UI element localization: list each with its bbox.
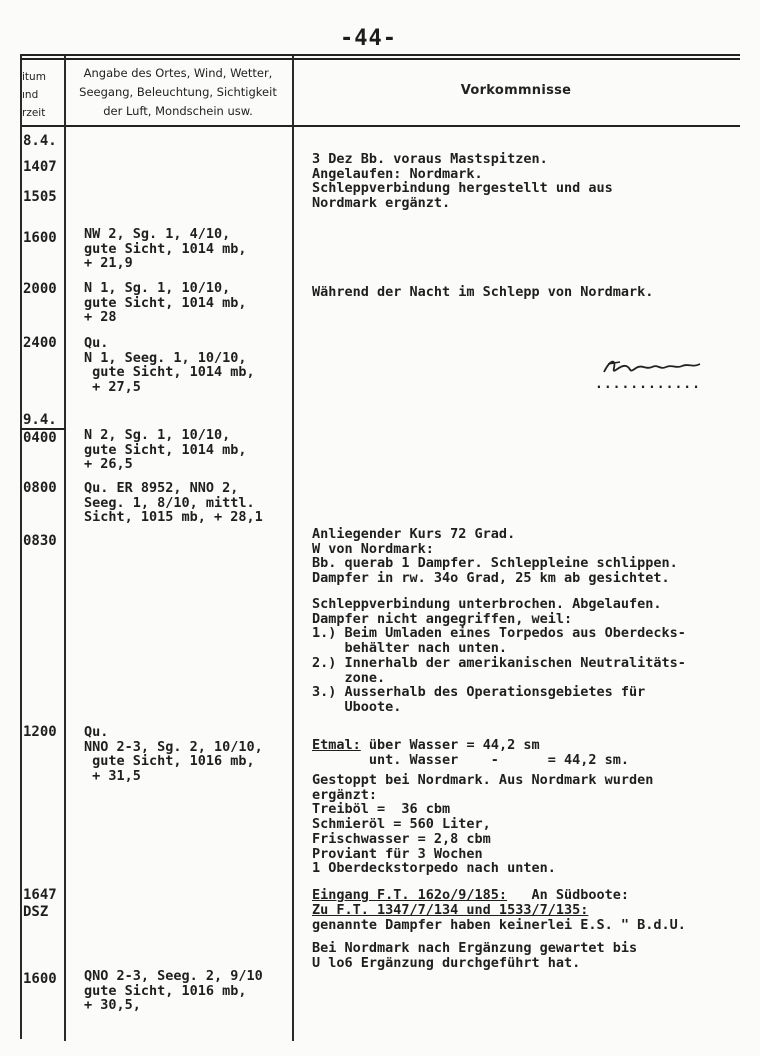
weather-1200: Qu. NNO 2-3, Sg. 2, 10/10, gute Sicht, 1016 mb, + 31,5 bbox=[84, 724, 263, 785]
header-top-rule-2 bbox=[20, 58, 740, 60]
column-divider-2 bbox=[292, 56, 294, 1041]
header-ort-line: der Luft, Mondschein usw. bbox=[103, 104, 253, 118]
header-datum-line: ınd bbox=[22, 89, 39, 101]
etmal-line-1 bbox=[312, 738, 540, 753]
header-ort-line: Seegang, Beleuchtung, Sichtigkeit bbox=[79, 85, 277, 99]
time-1200: 1200 bbox=[23, 724, 57, 740]
etmal-value-1: über Wasser = 44,2 sm bbox=[360, 737, 540, 753]
zu-ft-line: Zu F.T. 1347/7/134 und 1533/7/135: bbox=[312, 902, 589, 918]
event-2000: Während der Nacht im Schlepp von Nordmark. bbox=[312, 284, 654, 300]
time-0400: 0400 bbox=[23, 430, 57, 446]
weather-0400: N 2, Sg. 1, 10/10, gute Sicht, 1014 mb, + 26,5 bbox=[84, 427, 247, 473]
genannte-line: genannte Dampfer haben keinerlei E.S. " B.d.U. bbox=[312, 917, 686, 933]
event-0830-b: Schleppverbindung unterbrochen. Abgelaufen. Dampfer nicht angegriffen, weil: 1.) Beim Umladen eines Torpedos aus Oberdecks- behälter nach unten. 2.) Innerhalb der amerikanischen Neutralitäts- zone. 3.) Ausserhalb des Operationsgebietes für Uboote. bbox=[312, 596, 686, 715]
page-number: -44- bbox=[340, 26, 397, 51]
eingang-label: Eingang F.T. 162o/9/185: bbox=[312, 887, 508, 903]
date-8-4: 8.4. bbox=[23, 133, 57, 149]
time-1505: 1505 bbox=[23, 189, 57, 205]
event-1407: 3 Dez Bb. voraus Mastspitzen. Angelaufen: Nordmark. Schleppverbindung hergestellt und aus Nordmark ergänzt. bbox=[312, 151, 613, 212]
column-divider-left bbox=[20, 54, 22, 1039]
column-divider-1 bbox=[64, 56, 66, 1041]
time-1647: 1647 bbox=[23, 887, 57, 903]
header-top-rule bbox=[20, 54, 740, 56]
weather-2000: N 1, Sg. 1, 10/10, gute Sicht, 1014 mb, + 28 bbox=[84, 280, 247, 326]
time-0830: 0830 bbox=[23, 533, 57, 549]
weather-0800: Qu. ER 8952, NNO 2, Seeg. 1, 8/10, mittl. Sicht, 1015 mb, + 28,1 bbox=[84, 480, 263, 526]
header-datum-line: rzeit bbox=[22, 107, 46, 119]
event-1200-b: Gestoppt bei Nordmark. Aus Nordmark wurden ergänzt: Treiböl = 36 cbm Schmieröl = 560 Liter, Frischwasser = 2,8 cbm Proviant für 3 Wochen 1 Oberdeckstorpedo nach unten. bbox=[312, 772, 654, 877]
time-1600: 1600 bbox=[23, 230, 57, 246]
header-vorkommnisse: Vorkommnisse bbox=[460, 83, 572, 98]
time-2000: 2000 bbox=[23, 281, 57, 297]
etmal-label: Etmal: bbox=[312, 737, 361, 753]
time-0800: 0800 bbox=[23, 480, 57, 496]
event-0830-a: Anliegender Kurs 72 Grad. W von Nordmark: Bb. querab 1 Dampfer. Schleppleine schlippen. Dampfer in rw. 34o Grad, 25 km ab gesichtet. bbox=[312, 526, 678, 587]
eingang-rest: An Südboote: bbox=[507, 887, 629, 903]
etmal-line-2: unt. Wasser - = 44,2 sm. bbox=[312, 752, 629, 768]
weather-2400: Qu. N 1, Seeg. 1, 10/10, gute Sicht, 1014 mb, + 27,5 bbox=[84, 335, 255, 396]
weather-1600-b: QNO 2-3, Seeg. 2, 9/10 gute Sicht, 1016 mb, + 30,5, bbox=[84, 968, 263, 1014]
time-2400: 2400 bbox=[23, 335, 57, 351]
time-1407: 1407 bbox=[23, 159, 57, 175]
weather-1600: NW 2, Sg. 1, 4/10, gute Sicht, 1014 mb, + 21,9 bbox=[84, 226, 247, 272]
header-ort bbox=[66, 64, 290, 121]
signature-dotted-line: ............ bbox=[595, 377, 701, 392]
time-dsz: DSZ bbox=[23, 904, 49, 920]
time-1600-b: 1600 bbox=[23, 971, 57, 987]
header-bottom-rule bbox=[20, 125, 740, 127]
eingang-line bbox=[312, 888, 629, 903]
header-ort-line: Angabe des Ortes, Wind, Wetter, bbox=[83, 66, 273, 80]
header-datum bbox=[22, 68, 46, 122]
event-1647-b: Bei Nordmark nach Ergänzung gewartet bis U lo6 Ergänzung durchgeführt hat. bbox=[312, 940, 638, 971]
header-datum-line: itum bbox=[22, 71, 46, 83]
date-9-4: 9.4. bbox=[23, 412, 57, 428]
